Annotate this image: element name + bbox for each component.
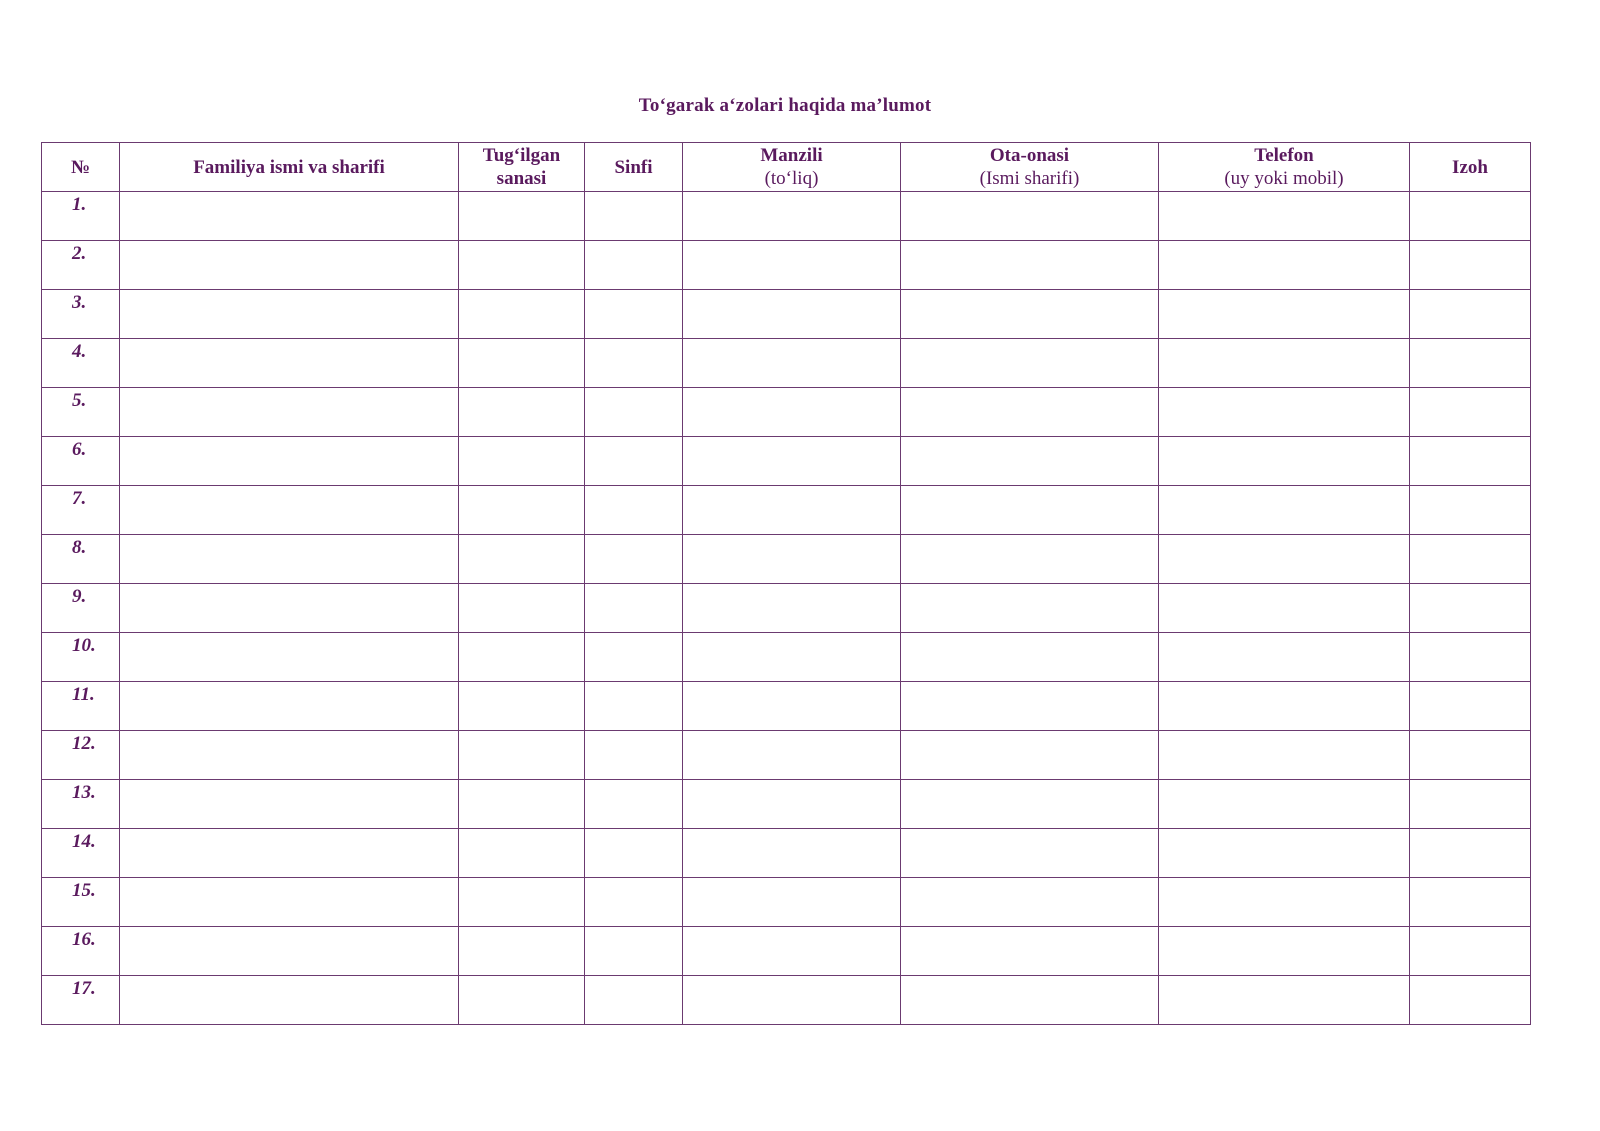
parents-cell[interactable]: [901, 633, 1159, 682]
phone-cell[interactable]: [1159, 584, 1410, 633]
phone-cell[interactable]: [1159, 976, 1410, 1025]
table-row: [42, 976, 1531, 1025]
birth-date-cell[interactable]: [459, 388, 585, 437]
phone-cell[interactable]: [1159, 290, 1410, 339]
full-name-cell[interactable]: [120, 633, 459, 682]
row-number: 2.: [42, 241, 120, 290]
full-name-cell[interactable]: [120, 388, 459, 437]
row-number: 10.: [42, 633, 120, 682]
address-cell[interactable]: [683, 339, 901, 388]
parents-cell[interactable]: [901, 486, 1159, 535]
address-cell[interactable]: [683, 241, 901, 290]
phone-cell[interactable]: [1159, 241, 1410, 290]
row-number: 1.: [42, 192, 120, 241]
parents-cell[interactable]: [901, 829, 1159, 878]
address-cell[interactable]: [683, 731, 901, 780]
full-name-cell[interactable]: [120, 339, 459, 388]
row-number: 8.: [42, 535, 120, 584]
phone-cell[interactable]: [1159, 780, 1410, 829]
parents-cell[interactable]: [901, 584, 1159, 633]
note-cell[interactable]: [1410, 780, 1531, 829]
note-cell[interactable]: [1410, 339, 1531, 388]
column-header-note: [1410, 143, 1531, 192]
column-header-sublabel: (to‘liq): [764, 168, 819, 189]
birth-date-cell[interactable]: [459, 241, 585, 290]
phone-cell[interactable]: [1159, 878, 1410, 927]
address-cell[interactable]: [683, 976, 901, 1025]
full-name-cell[interactable]: [120, 290, 459, 339]
note-cell[interactable]: [1410, 192, 1531, 241]
note-cell[interactable]: [1410, 927, 1531, 976]
column-header-label: Ota-onasi: [989, 145, 1070, 166]
column-header-sublabel: (Ismi sharifi): [979, 168, 1080, 189]
note-cell[interactable]: [1410, 976, 1531, 1025]
row-number: 11.: [42, 682, 120, 731]
table-body: [42, 192, 1531, 1025]
row-number: 13.: [42, 780, 120, 829]
column-header-sublabel: (uy yoki mobil): [1224, 168, 1344, 189]
parents-cell[interactable]: [901, 192, 1159, 241]
phone-cell[interactable]: [1159, 829, 1410, 878]
address-cell[interactable]: [683, 486, 901, 535]
full-name-cell[interactable]: [120, 829, 459, 878]
full-name-cell[interactable]: [120, 682, 459, 731]
address-cell[interactable]: [683, 584, 901, 633]
column-header-label: Izoh: [1452, 156, 1488, 178]
table-row: [42, 682, 1531, 731]
address-cell[interactable]: [683, 878, 901, 927]
parents-cell[interactable]: [901, 290, 1159, 339]
note-cell[interactable]: [1410, 535, 1531, 584]
full-name-cell[interactable]: [120, 437, 459, 486]
row-number: 17.: [42, 976, 120, 1025]
class-cell[interactable]: [585, 731, 683, 780]
class-cell[interactable]: [585, 976, 683, 1025]
column-header-address: [683, 143, 901, 192]
full-name-cell[interactable]: [120, 878, 459, 927]
class-cell[interactable]: [585, 780, 683, 829]
note-cell[interactable]: [1410, 241, 1531, 290]
note-cell[interactable]: [1410, 829, 1531, 878]
class-cell[interactable]: [585, 682, 683, 731]
table-row: [42, 829, 1531, 878]
class-cell[interactable]: [585, 829, 683, 878]
parents-cell[interactable]: [901, 388, 1159, 437]
row-number: 15.: [42, 878, 120, 927]
full-name-cell[interactable]: [120, 927, 459, 976]
table-row: [42, 927, 1531, 976]
phone-cell[interactable]: [1159, 633, 1410, 682]
full-name-cell[interactable]: [120, 241, 459, 290]
column-header-label: №: [70, 156, 91, 178]
note-cell[interactable]: [1410, 290, 1531, 339]
column-header-label: Familiya ismi va sharifi: [193, 156, 385, 178]
note-cell[interactable]: [1410, 878, 1531, 927]
phone-cell[interactable]: [1159, 731, 1410, 780]
table-row: [42, 535, 1531, 584]
note-cell[interactable]: [1410, 731, 1531, 780]
column-header-number: [42, 143, 120, 192]
note-cell[interactable]: [1410, 486, 1531, 535]
birth-date-cell[interactable]: [459, 976, 585, 1025]
full-name-cell[interactable]: [120, 780, 459, 829]
class-cell[interactable]: [585, 486, 683, 535]
column-header-label: Tug‘ilgan: [482, 145, 561, 166]
row-number: 3.: [42, 290, 120, 339]
table-header-row: [42, 143, 1531, 192]
birth-date-cell[interactable]: [459, 927, 585, 976]
row-number: 14.: [42, 829, 120, 878]
full-name-cell[interactable]: [120, 192, 459, 241]
birth-date-cell[interactable]: [459, 633, 585, 682]
address-cell[interactable]: [683, 437, 901, 486]
address-cell[interactable]: [683, 633, 901, 682]
table-row: [42, 388, 1531, 437]
full-name-cell[interactable]: [120, 731, 459, 780]
phone-cell[interactable]: [1159, 437, 1410, 486]
row-number: 5.: [42, 388, 120, 437]
note-cell[interactable]: [1410, 388, 1531, 437]
phone-cell[interactable]: [1159, 535, 1410, 584]
parents-cell[interactable]: [901, 682, 1159, 731]
table-row: [42, 437, 1531, 486]
parents-cell[interactable]: [901, 927, 1159, 976]
table-row: [42, 633, 1531, 682]
birth-date-cell[interactable]: [459, 584, 585, 633]
phone-cell[interactable]: [1159, 927, 1410, 976]
column-header-label: Manzili: [760, 145, 823, 166]
parents-cell[interactable]: [901, 878, 1159, 927]
phone-cell[interactable]: [1159, 486, 1410, 535]
birth-date-cell[interactable]: [459, 437, 585, 486]
parents-cell[interactable]: [901, 731, 1159, 780]
address-cell[interactable]: [683, 535, 901, 584]
birth-date-cell[interactable]: [459, 878, 585, 927]
birth-date-cell[interactable]: [459, 682, 585, 731]
members-table: [41, 142, 1531, 1025]
birth-date-cell[interactable]: [459, 780, 585, 829]
full-name-cell[interactable]: [120, 976, 459, 1025]
address-cell[interactable]: [683, 829, 901, 878]
birth-date-cell[interactable]: [459, 731, 585, 780]
table-row: [42, 780, 1531, 829]
phone-cell[interactable]: [1159, 682, 1410, 731]
parents-cell[interactable]: [901, 535, 1159, 584]
note-cell[interactable]: [1410, 437, 1531, 486]
column-header-label: Telefon: [1254, 145, 1314, 166]
class-cell[interactable]: [585, 878, 683, 927]
address-cell[interactable]: [683, 780, 901, 829]
column-header-class: [585, 143, 683, 192]
phone-cell[interactable]: [1159, 339, 1410, 388]
table-row: [42, 241, 1531, 290]
class-cell[interactable]: [585, 584, 683, 633]
column-header-label-line2: sanasi: [496, 168, 547, 189]
page-title: To‘garak a‘zolari haqida ma’lumot: [638, 95, 932, 116]
table-row: [42, 584, 1531, 633]
row-number: 6.: [42, 437, 120, 486]
table-row: [42, 878, 1531, 927]
column-header-phone: [1159, 143, 1410, 192]
birth-date-cell[interactable]: [459, 486, 585, 535]
address-cell[interactable]: [683, 388, 901, 437]
class-cell[interactable]: [585, 241, 683, 290]
phone-cell[interactable]: [1159, 388, 1410, 437]
column-header-full-name: [120, 143, 459, 192]
row-number: 4.: [42, 339, 120, 388]
note-cell[interactable]: [1410, 584, 1531, 633]
phone-cell[interactable]: [1159, 192, 1410, 241]
address-cell[interactable]: [683, 927, 901, 976]
parents-cell[interactable]: [901, 241, 1159, 290]
parents-cell[interactable]: [901, 780, 1159, 829]
class-cell[interactable]: [585, 388, 683, 437]
birth-date-cell[interactable]: [459, 339, 585, 388]
class-cell[interactable]: [585, 192, 683, 241]
class-cell[interactable]: [585, 535, 683, 584]
column-header-label: Sinfi: [614, 156, 653, 178]
class-cell[interactable]: [585, 290, 683, 339]
column-header-birth-date: [459, 143, 585, 192]
birth-date-cell[interactable]: [459, 535, 585, 584]
full-name-cell[interactable]: [120, 535, 459, 584]
parents-cell[interactable]: [901, 437, 1159, 486]
birth-date-cell[interactable]: [459, 829, 585, 878]
table-row: [42, 486, 1531, 535]
row-number: 12.: [42, 731, 120, 780]
row-number: 7.: [42, 486, 120, 535]
class-cell[interactable]: [585, 437, 683, 486]
parents-cell[interactable]: [901, 339, 1159, 388]
full-name-cell[interactable]: [120, 584, 459, 633]
table-row: [42, 731, 1531, 780]
row-number: 9.: [42, 584, 120, 633]
address-cell[interactable]: [683, 192, 901, 241]
table-row: [42, 192, 1531, 241]
class-cell[interactable]: [585, 339, 683, 388]
column-header-parents: [901, 143, 1159, 192]
parents-cell[interactable]: [901, 976, 1159, 1025]
full-name-cell[interactable]: [120, 486, 459, 535]
note-cell[interactable]: [1410, 633, 1531, 682]
address-cell[interactable]: [683, 290, 901, 339]
address-cell[interactable]: [683, 682, 901, 731]
birth-date-cell[interactable]: [459, 192, 585, 241]
birth-date-cell[interactable]: [459, 290, 585, 339]
row-number: 16.: [42, 927, 120, 976]
table-row: [42, 290, 1531, 339]
class-cell[interactable]: [585, 633, 683, 682]
note-cell[interactable]: [1410, 682, 1531, 731]
table-row: [42, 339, 1531, 388]
class-cell[interactable]: [585, 927, 683, 976]
